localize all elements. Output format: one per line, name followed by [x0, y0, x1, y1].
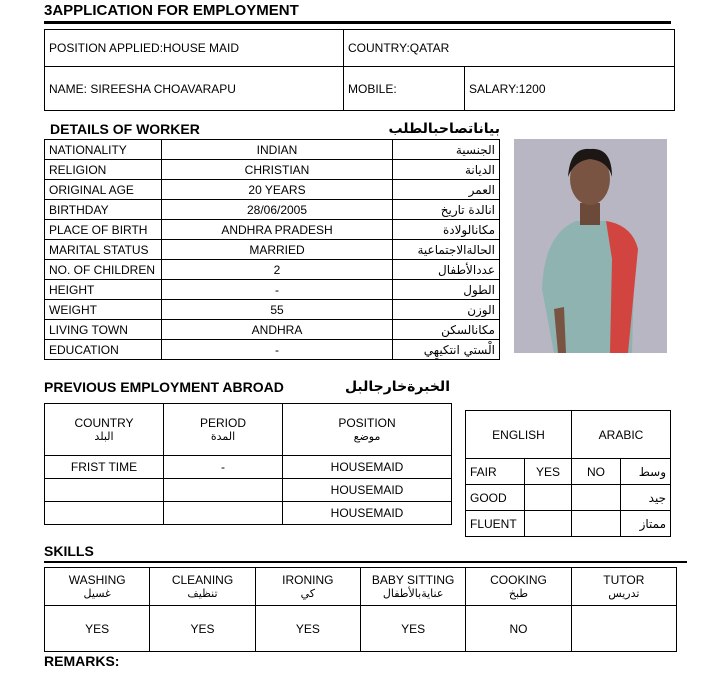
details-row: [45, 240, 500, 260]
worker-name: NAME: SIREESHA CHOAVARAPU: [45, 67, 344, 111]
detail-label: RELIGION: [45, 160, 162, 180]
details-row: [45, 280, 500, 300]
skill-value: NO: [466, 606, 571, 652]
detail-label: LIVING TOWN: [45, 320, 162, 340]
details-row: [45, 180, 500, 200]
detail-label-ar: الديانة: [393, 160, 500, 180]
col-period: PERIOD المدة: [164, 404, 283, 456]
previous-row: [45, 502, 452, 525]
previous-row: [45, 456, 452, 479]
detail-label-ar: الجنسية: [393, 140, 500, 160]
skill-header: COOKING طبخ: [466, 568, 571, 606]
detail-label: ORIGINAL AGE: [45, 180, 162, 200]
skill-header: WASHING غسيل: [45, 568, 150, 606]
detail-value: ANDHRA: [162, 320, 393, 340]
skills-rule: [44, 561, 687, 563]
detail-value: 28/06/2005: [162, 200, 393, 220]
skills-heading: SKILLS: [44, 543, 94, 559]
detail-label: MARITAL STATUS: [45, 240, 162, 260]
prev-position: HOUSEMAID: [283, 479, 452, 502]
language-row: [466, 511, 671, 537]
language-row: [466, 459, 671, 485]
detail-label-ar: مكانالسكن: [393, 320, 500, 340]
detail-value: ANDHRA PRADESH: [162, 220, 393, 240]
details-row: [45, 160, 500, 180]
details-row: [45, 320, 500, 340]
remarks-label: REMARKS:: [44, 653, 120, 669]
skill-value: YES: [255, 606, 360, 652]
english-header: ENGLISH: [466, 411, 572, 459]
lang-english: [525, 511, 572, 537]
previous-heading: PREVIOUS EMPLOYMENT ABROAD: [44, 379, 284, 395]
lang-level: GOOD: [466, 485, 525, 511]
details-heading-ar: بياناتصاحبالطلب: [388, 121, 500, 137]
title-rule: [44, 21, 671, 24]
detail-value: -: [162, 280, 393, 300]
previous-row: [45, 479, 452, 502]
skill-value: YES: [45, 606, 150, 652]
details-row: [45, 340, 500, 360]
detail-value: CHRISTIAN: [162, 160, 393, 180]
detail-label: PLACE OF BIRTH: [45, 220, 162, 240]
detail-label-ar: انالدة تاريخ: [393, 200, 500, 220]
country-field: COUNTRY:QATAR: [344, 30, 675, 67]
lang-level-ar: وسط: [621, 459, 671, 485]
detail-label-ar: الوزن: [393, 300, 500, 320]
col-country: COUNTRY البلد: [45, 404, 164, 456]
details-row: [45, 220, 500, 240]
detail-label-ar: العمر: [393, 180, 500, 200]
skills-table: [44, 567, 677, 652]
detail-label: HEIGHT: [45, 280, 162, 300]
lang-level-ar: جيد: [621, 485, 671, 511]
lang-level-ar: ممتاز: [621, 511, 671, 537]
lang-arabic: NO: [572, 459, 621, 485]
worker-photo: [514, 139, 667, 353]
skill-value: YES: [150, 606, 255, 652]
detail-label-ar: الْستي انتکیهِي: [393, 340, 500, 360]
detail-value: INDIAN: [162, 140, 393, 160]
detail-label-ar: الطول: [393, 280, 500, 300]
details-row: [45, 200, 500, 220]
lang-level: FAIR: [466, 459, 525, 485]
details-heading: DETAILS OF WORKER: [50, 121, 200, 137]
detail-label: EDUCATION: [45, 340, 162, 360]
page-title: 3APPLICATION FOR EMPLOYMENT: [44, 2, 299, 19]
details-row: [45, 300, 500, 320]
prev-period: [164, 502, 283, 525]
prev-country: FRIST TIME: [45, 456, 164, 479]
detail-label: NATIONALITY: [45, 140, 162, 160]
prev-country: [45, 479, 164, 502]
detail-label-ar: عددالأطفال: [393, 260, 500, 280]
col-position: POSITION موضع: [283, 404, 452, 456]
lang-arabic: [572, 511, 621, 537]
skill-header: CLEANING تنظيف: [150, 568, 255, 606]
previous-heading-ar: الخبرةخارجالبل: [344, 379, 450, 395]
skill-header: TUTOR تدريس: [571, 568, 676, 606]
language-table: [465, 410, 671, 537]
skill-header: BABY SITTING عنايةبالأطفال: [360, 568, 465, 606]
skill-header: IRONING كي: [255, 568, 360, 606]
lang-english: YES: [525, 459, 572, 485]
language-row: [466, 485, 671, 511]
detail-value: -: [162, 340, 393, 360]
arabic-header: ARABIC: [572, 411, 671, 459]
details-row: [45, 140, 500, 160]
header-table: [44, 29, 675, 111]
prev-period: -: [164, 456, 283, 479]
detail-value: 20 YEARS: [162, 180, 393, 200]
prev-position: HOUSEMAID: [283, 456, 452, 479]
detail-label: NO. OF CHILDREN: [45, 260, 162, 280]
lang-arabic: [572, 485, 621, 511]
detail-label: WEIGHT: [45, 300, 162, 320]
details-table: [44, 139, 500, 360]
prev-position: HOUSEMAID: [283, 502, 452, 525]
prev-period: [164, 479, 283, 502]
mobile-field: MOBILE:: [344, 67, 465, 111]
detail-value: 55: [162, 300, 393, 320]
lang-level: FLUENT: [466, 511, 525, 537]
salary-field: SALARY:1200: [465, 67, 675, 111]
detail-label-ar: الحالةالاجتماعية: [393, 240, 500, 260]
skill-value: [571, 606, 676, 652]
detail-value: MARRIED: [162, 240, 393, 260]
detail-label-ar: مكانالولادة: [393, 220, 500, 240]
previous-employment-table: [44, 403, 452, 525]
skill-value: YES: [360, 606, 465, 652]
position-applied: POSITION APPLIED:HOUSE MAID: [45, 30, 344, 67]
detail-label: BIRTHDAY: [45, 200, 162, 220]
detail-value: 2: [162, 260, 393, 280]
lang-english: [525, 485, 572, 511]
prev-country: [45, 502, 164, 525]
portrait-illustration: [514, 139, 667, 353]
details-row: [45, 260, 500, 280]
